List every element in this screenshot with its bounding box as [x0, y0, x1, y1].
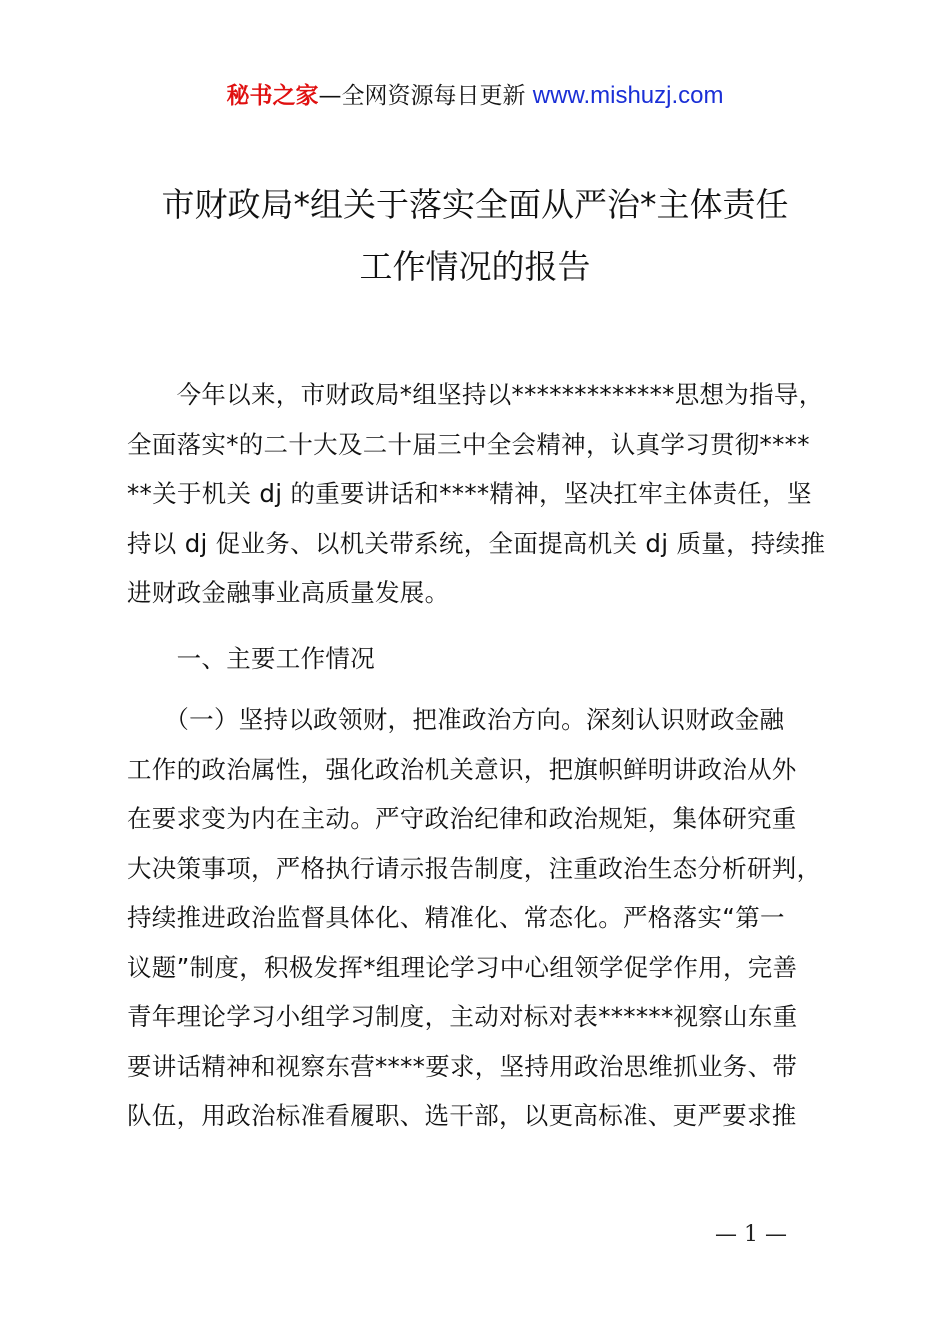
document-body	[127, 370, 857, 1141]
body-line: 进财政金融事业高质量发展。	[127, 578, 450, 607]
body-line: 大决策事项，严格执行请示报告制度，注重政治生态分析研判，	[127, 853, 822, 883]
body-line: 要讲话精神和视察东营****要求，坚持用政治思维抓业务、带	[127, 1051, 798, 1081]
body-line: 持续推进政治监督具体化、精准化、常态化。严格落实“第一	[127, 903, 785, 932]
body-line: 今年以来，市财政局*组坚持以*************思想为指导，	[127, 380, 824, 409]
site-banner	[0, 80, 950, 112]
body-line: 工作的政治属性，强化政治机关意识，把旗帜鲜明讲政治从外	[127, 754, 797, 784]
body-line: 全面落实*的二十大及二十届三中全会精神，认真学习贯彻****	[127, 429, 810, 459]
page-number: — 1 —	[715, 1222, 787, 1247]
body-line: 青年理论学习小组学习制度，主动对标对表******视察山东重	[127, 1002, 798, 1031]
section-heading: 一、主要工作情况	[127, 643, 375, 673]
body-line: 持以 dj 促业务、以机关带系统，全面提高机关 dj 质量，持续推	[127, 528, 826, 558]
body-line: 议题”制度，积极发挥*组理论学习中心组领学促学作用，完善	[127, 952, 798, 982]
body-line: **关于机关 dj 的重要讲话和****精神，坚决扛牢主体责任，坚	[127, 479, 812, 508]
banner-url[interactable]: www.mishuzj.com	[532, 82, 724, 109]
body-line: 在要求变为内在主动。严守政治纪律和政治规矩，集体研究重	[127, 804, 797, 833]
document-title-line-1: 市财政局*组关于落实全面从严治*主体责任	[161, 185, 789, 224]
body-line: 队伍，用政治标准看履职、选干部，以更高标准、更严要求推	[127, 1101, 797, 1130]
banner-tagline: —全网资源每日更新	[318, 83, 533, 109]
banner-brand: 秘书之家	[226, 83, 319, 109]
body-line: （一）坚持以政领财，把准政治方向。深刻认识财政金融	[127, 705, 785, 734]
document-title-line-2: 工作情况的报告	[359, 247, 591, 286]
